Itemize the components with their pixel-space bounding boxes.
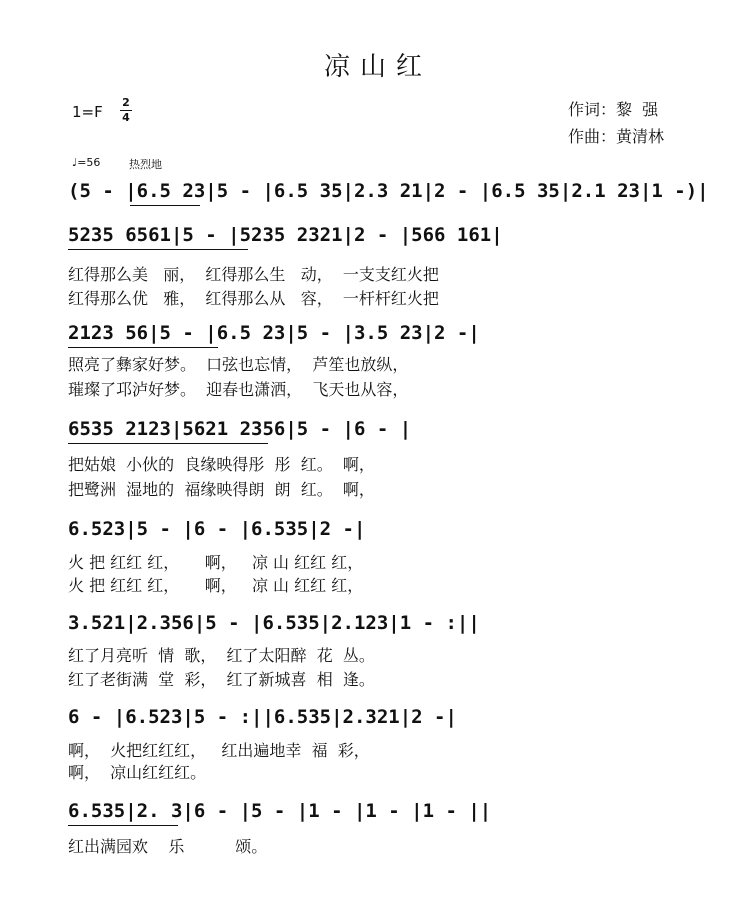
- lyric-row-4-verse-2: 把鹭洲 湿地的 福缘映得朗 朗 红。 啊，: [68, 480, 375, 499]
- lyric-row-2-verse-1: 红得那么美 丽， 红得那么生 动， 一支支红火把: [68, 265, 439, 284]
- notation-row-7: 6 - |6.523|5 - :||6.535|2.321|2 -|: [68, 706, 457, 728]
- lyric-row-4-verse-1: 把姑娘 小伙的 良缘映得彤 彤 红。 啊，: [68, 455, 375, 474]
- notation-row-5: 6.523|5 - |6 - |6.535|2 -|: [68, 518, 366, 540]
- lyric-row-6-verse-1: 红了月亮听 情 歌， 红了太阳醉 花 丛。: [68, 646, 375, 665]
- lyric-row-3-verse-1: 照亮了彝家好梦。 口弦也忘情， 芦笙也放纵，: [68, 355, 409, 374]
- tempo-mark: ♩=56: [72, 156, 101, 169]
- lyric-row-8-verse-1: 红出满园欢 乐 颂。: [68, 837, 268, 856]
- lyricist-credit: 作词：黎 强: [568, 100, 659, 119]
- lyric-row-7-verse-2: 啊， 凉山红红红。: [68, 763, 207, 782]
- lyric-row-2-verse-2: 红得那么优 雅， 红得那么从 容， 一杆杆红火把: [68, 289, 439, 308]
- lyric-row-7-verse-1: 啊， 火把红红红， 红出遍地幸 福 彩，: [68, 741, 370, 760]
- notation-row-4: 6535 2123|5621 2356|5 - |6 - |: [68, 418, 412, 440]
- beam-line: [130, 205, 200, 206]
- time-signature: [120, 97, 132, 124]
- beam-line: [68, 825, 178, 826]
- meter-numerator: 2: [122, 96, 130, 109]
- lyric-row-3-verse-2: 璀璨了邛泸好梦。 迎春也潇洒， 飞天也从容，: [68, 380, 409, 399]
- key-signature: 1=F: [72, 103, 103, 121]
- lyric-row-5-verse-1: 火 把 红红 红， 啊， 凉 山 红红 红，: [68, 553, 364, 572]
- beam-line: [68, 249, 248, 250]
- notation-row-6: 3.521|2.356|5 - |6.535|2.123|1 - :||: [68, 612, 480, 634]
- notation-row-2: 5235 6561|5 - |5235 2321|2 - |566 161|: [68, 224, 503, 246]
- beam-line: [68, 443, 268, 444]
- beam-line: [68, 347, 218, 348]
- notation-row-8: 6.535|2. 3|6 - |5 - |1 - |1 - |1 - ||: [68, 800, 492, 822]
- composer-credit: 作曲：黄清林: [568, 127, 665, 146]
- meter-denominator: 4: [122, 111, 130, 124]
- notation-row-3: 2123 56|5 - |6.5 23|5 - |3.5 23|2 -|: [68, 322, 480, 344]
- song-title: 凉山红: [323, 52, 432, 82]
- lyric-row-6-verse-2: 红了老街满 堂 彩， 红了新城喜 相 逢。: [68, 670, 375, 689]
- notation-row-1: (5 - |6.5 23|5 - |6.5 35|2.3 21|2 - |6.5 35|2.1 23|1 -)|: [68, 180, 709, 202]
- expression-mark: 热烈地: [129, 158, 162, 171]
- lyric-row-5-verse-2: 火 把 红红 红， 啊， 凉 山 红红 红，: [68, 576, 364, 595]
